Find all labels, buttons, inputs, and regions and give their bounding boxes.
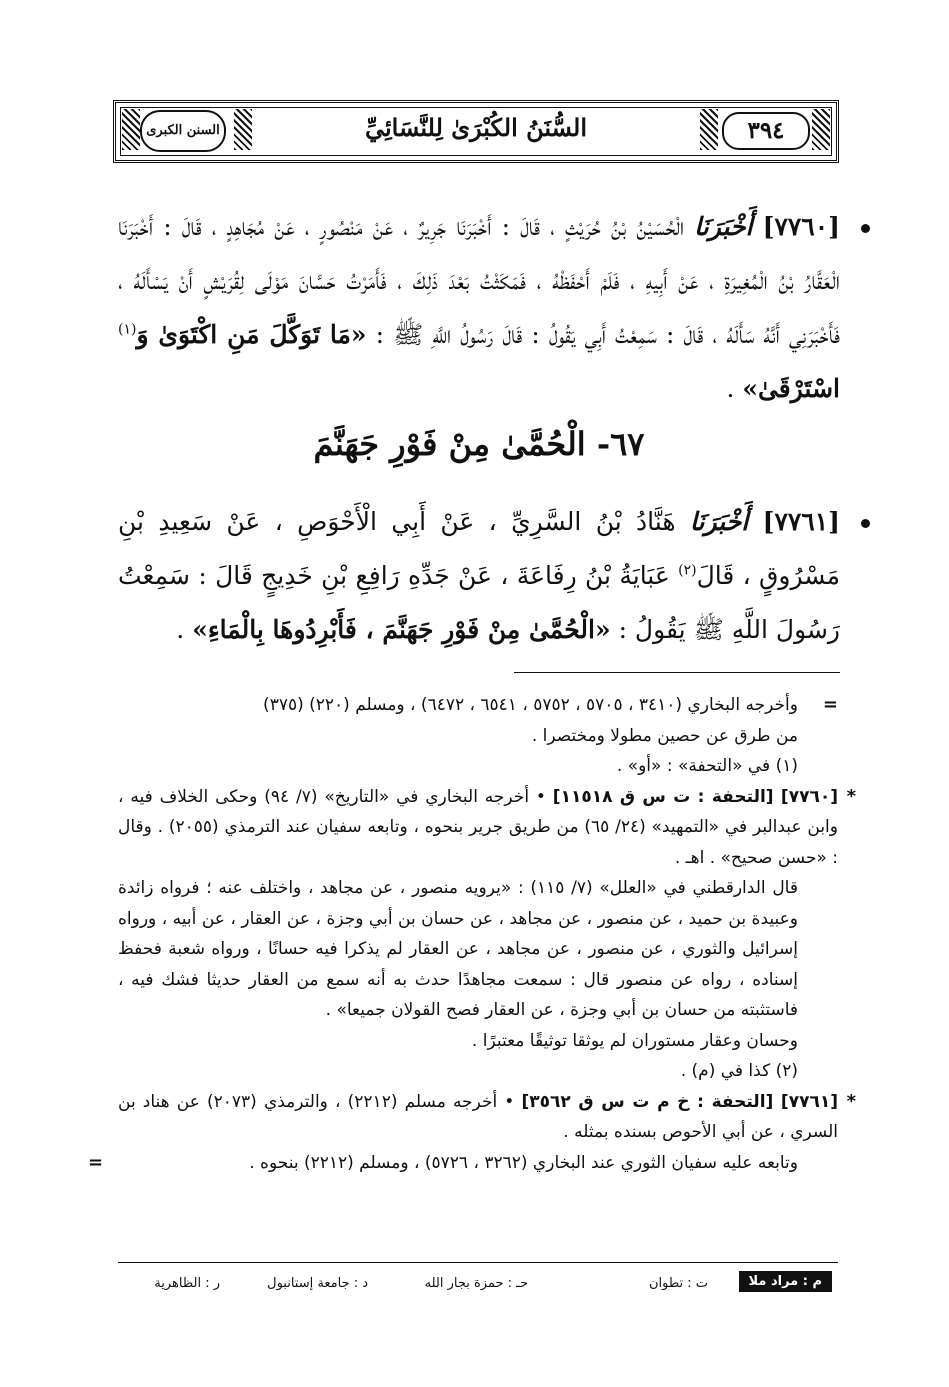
note-7760-tuhfa: [٧٧٦٠] [التحفة : ت س ق ١١٥١٨] <box>552 786 838 807</box>
note-7761-tuhfa: [٧٧٦١] [التحفة : خ م ت س ق ٣٥٦٢] <box>521 1091 839 1112</box>
hadith-matn-part-1: «مَا تَوَكَّلَ مَنِ اكْتَوَىٰ وَ <box>136 320 367 349</box>
manuscript-badge: م : مراد ملا <box>739 1271 833 1292</box>
footnote-2: (٢) كذا في (م) . <box>680 1061 798 1081</box>
hadith-7761 <box>118 495 840 657</box>
hadith-number: [٧٧٦٠] <box>762 212 841 241</box>
footnote-divider <box>514 672 840 673</box>
ornament-right-icon <box>700 109 718 150</box>
manuscript-h: حـ : حمزة بجار الله <box>424 1276 528 1291</box>
hadith-number: [٧٧٦١] <box>762 507 841 536</box>
hadith-isnad-cont: عَبَايَةُ بْنُ رِفَاعَةَ ، عَنْ جَدِّهِ رَافِعِ بْنِ خَدِيجٍ قَالَ : سَمِعْتُ رَسُولَ اللَّهِ ﷺ يَقُولُ : <box>118 561 840 644</box>
note-7761-text-1: • أخرجه مسلم (٢٢١٢) ، والترمذي (٢٠٧٣) عن هناد بن السري ، عن أبي الأحوص بسنده بمثله . <box>118 1091 838 1142</box>
note-7761-text-2 <box>88 1148 838 1179</box>
star-mark-icon: * <box>846 1090 856 1112</box>
ornament-left-icon <box>234 109 252 150</box>
hadith-matn: «الْحُمَّىٰ مِنْ فَوْرِ جَهَنَّمَ ، فَأَبْرِدُوهَا بِالْمَاءِ» <box>192 615 611 644</box>
hadith-matn-part-2: اسْتَرْقَىٰ» <box>742 374 840 403</box>
footer-rule <box>118 1262 838 1263</box>
footnotes <box>88 690 856 1178</box>
page-header <box>113 100 839 163</box>
ornament-far-left-icon <box>122 109 140 150</box>
continuation-mark: = <box>822 694 838 715</box>
note-continuation-line-2: من طرق عن حصين مطولا ومختصرا . <box>531 725 798 746</box>
note-7760-text-1: • أخرجه البخاري في «التاريخ» (٧/ ٩٤) وحكى الخلاف فيه ، وابن عبدالبر في «التمهيد» (٢٤/ ٦٥) من طريق جرير بنحوه ، وتابعه سفيان عند الترمذي (٢٠٥٥) . وقال : «حسن صحيح» . اهـ . <box>118 786 838 868</box>
hadith-isnad: هَنَّادُ بْنُ السَّرِيِّ ، عَنْ أَبِي الْأَحْوَصِ ، عَنْ سَعِيدِ بْنِ مَسْرُوقٍ ، قَالَ <box>118 507 840 590</box>
footnote-ref-1: (١) <box>118 321 137 338</box>
manuscript-key-footer <box>118 1268 838 1300</box>
chapter-heading: ٦٧- الْحُمَّىٰ مِنْ فَوْرِ جَهَنَّمَ <box>313 425 645 463</box>
star-mark-icon: * <box>846 785 856 807</box>
akhbarana-word: أَخْبَرَنَا <box>694 212 753 241</box>
manuscript-t: ت : تطوان <box>648 1276 708 1291</box>
note-7760 <box>118 782 856 874</box>
bullet-icon <box>861 224 870 233</box>
page-number: ٣٩٤ <box>722 112 810 150</box>
bullet-icon <box>861 519 870 528</box>
note-continuation <box>118 690 838 751</box>
hadith-end: . <box>726 374 735 403</box>
manuscript-d: د : جامعة إستانبول <box>267 1276 368 1291</box>
note-7761-line-2: وتابعه عليه سفيان الثوري عند البخاري (٣٢٦٢ ، ٥٧٢٦) ، ومسلم (٢٢١٢) بنحوه . <box>249 1152 798 1173</box>
note-7761 <box>118 1087 856 1148</box>
footnote-ref-2: (٢) <box>678 562 697 579</box>
continuation-mark-end: = <box>88 1151 104 1173</box>
hadith-isnad: الْحُسَيْنُ بْنُ حُرَيْثٍ ، قَالَ : أَخْبَرَنَا جَرِيرٌ ، عَنْ مَنْصُورٍ ، عَنْ مُجَاهِدٍ ، قَالَ : أَخْبَرَنَا الْعَقَّارُ بْنُ الْمُغِيرَةِ ، عَنْ أَبِيهِ ، فَلَمْ أَحْفَظْهُ ، فَمَكَثْتُ بَعْدَ ذَلِكَ ، فَأَمَرْتُ حَسَّانَ مَوْلَى لِقُرَيْشٍ أَنْ يَسْأَلَهُ ، فَأَخْبَرَنِي أَنَّهُ سَأَلَهُ ، قَالَ : سَمِعْتُ أَبِي يَقُولُ : قَالَ رَسُولُ اللَّهِ ﷺ : <box>118 212 840 349</box>
hadith-end: . <box>176 615 185 644</box>
book-seal-logo: السنن الكبرى <box>140 110 226 152</box>
book-title: السُّنَنُ الكُبْرَىٰ لِلنَّسَائِيِّ <box>364 113 588 142</box>
note-7760-daraqutni: قال الدارقطني في «العلل» (٧/ ١١٥) : «يرويه منصور ، عن مجاهد ، واختلف عنه ؛ فرواه زائدة وعبيدة بن حميد ، عن منصور ، عن مجاهد ، عن حسان بن أبي وجزة ، عن العقار ، عن أبيه ، ورواه إسرائيل والثوري ، عن منصور ، عن مجاهد ، عن العقار لم يذكرا فيه حسانًا ، ورواه شعبة فحفظ إسناده ، رواه عن منصور قال : سمعت مجاهدًا حدث به أنه سمع من العقار حديثا فشك فيه ، فاستثبته من حسان بن أبي وجزة ، عن العقار فصح القولان جميعا» . <box>118 878 798 1020</box>
manuscript-r: ر : الظاهرية <box>154 1276 220 1291</box>
note-7760-conclusion: وحسان وعقار مستوران لم يوثقا توثيقًا معتبرًا . <box>471 1030 798 1051</box>
hadith-7760 <box>118 200 840 416</box>
note-continuation-line-1: وأخرجه البخاري (٣٤١٠ ، ٥٧٠٥ ، ٥٧٥٢ ، ٦٥٤١ ، ٦٤٧٢) ، ومسلم (٢٢٠) (٣٧٥) <box>263 695 798 715</box>
akhbarana-word: أَخْبَرَنَا <box>689 507 749 536</box>
ornament-far-right-icon <box>812 109 830 150</box>
footnote-1: (١) في «التحفة» : «أو» . <box>616 756 798 776</box>
